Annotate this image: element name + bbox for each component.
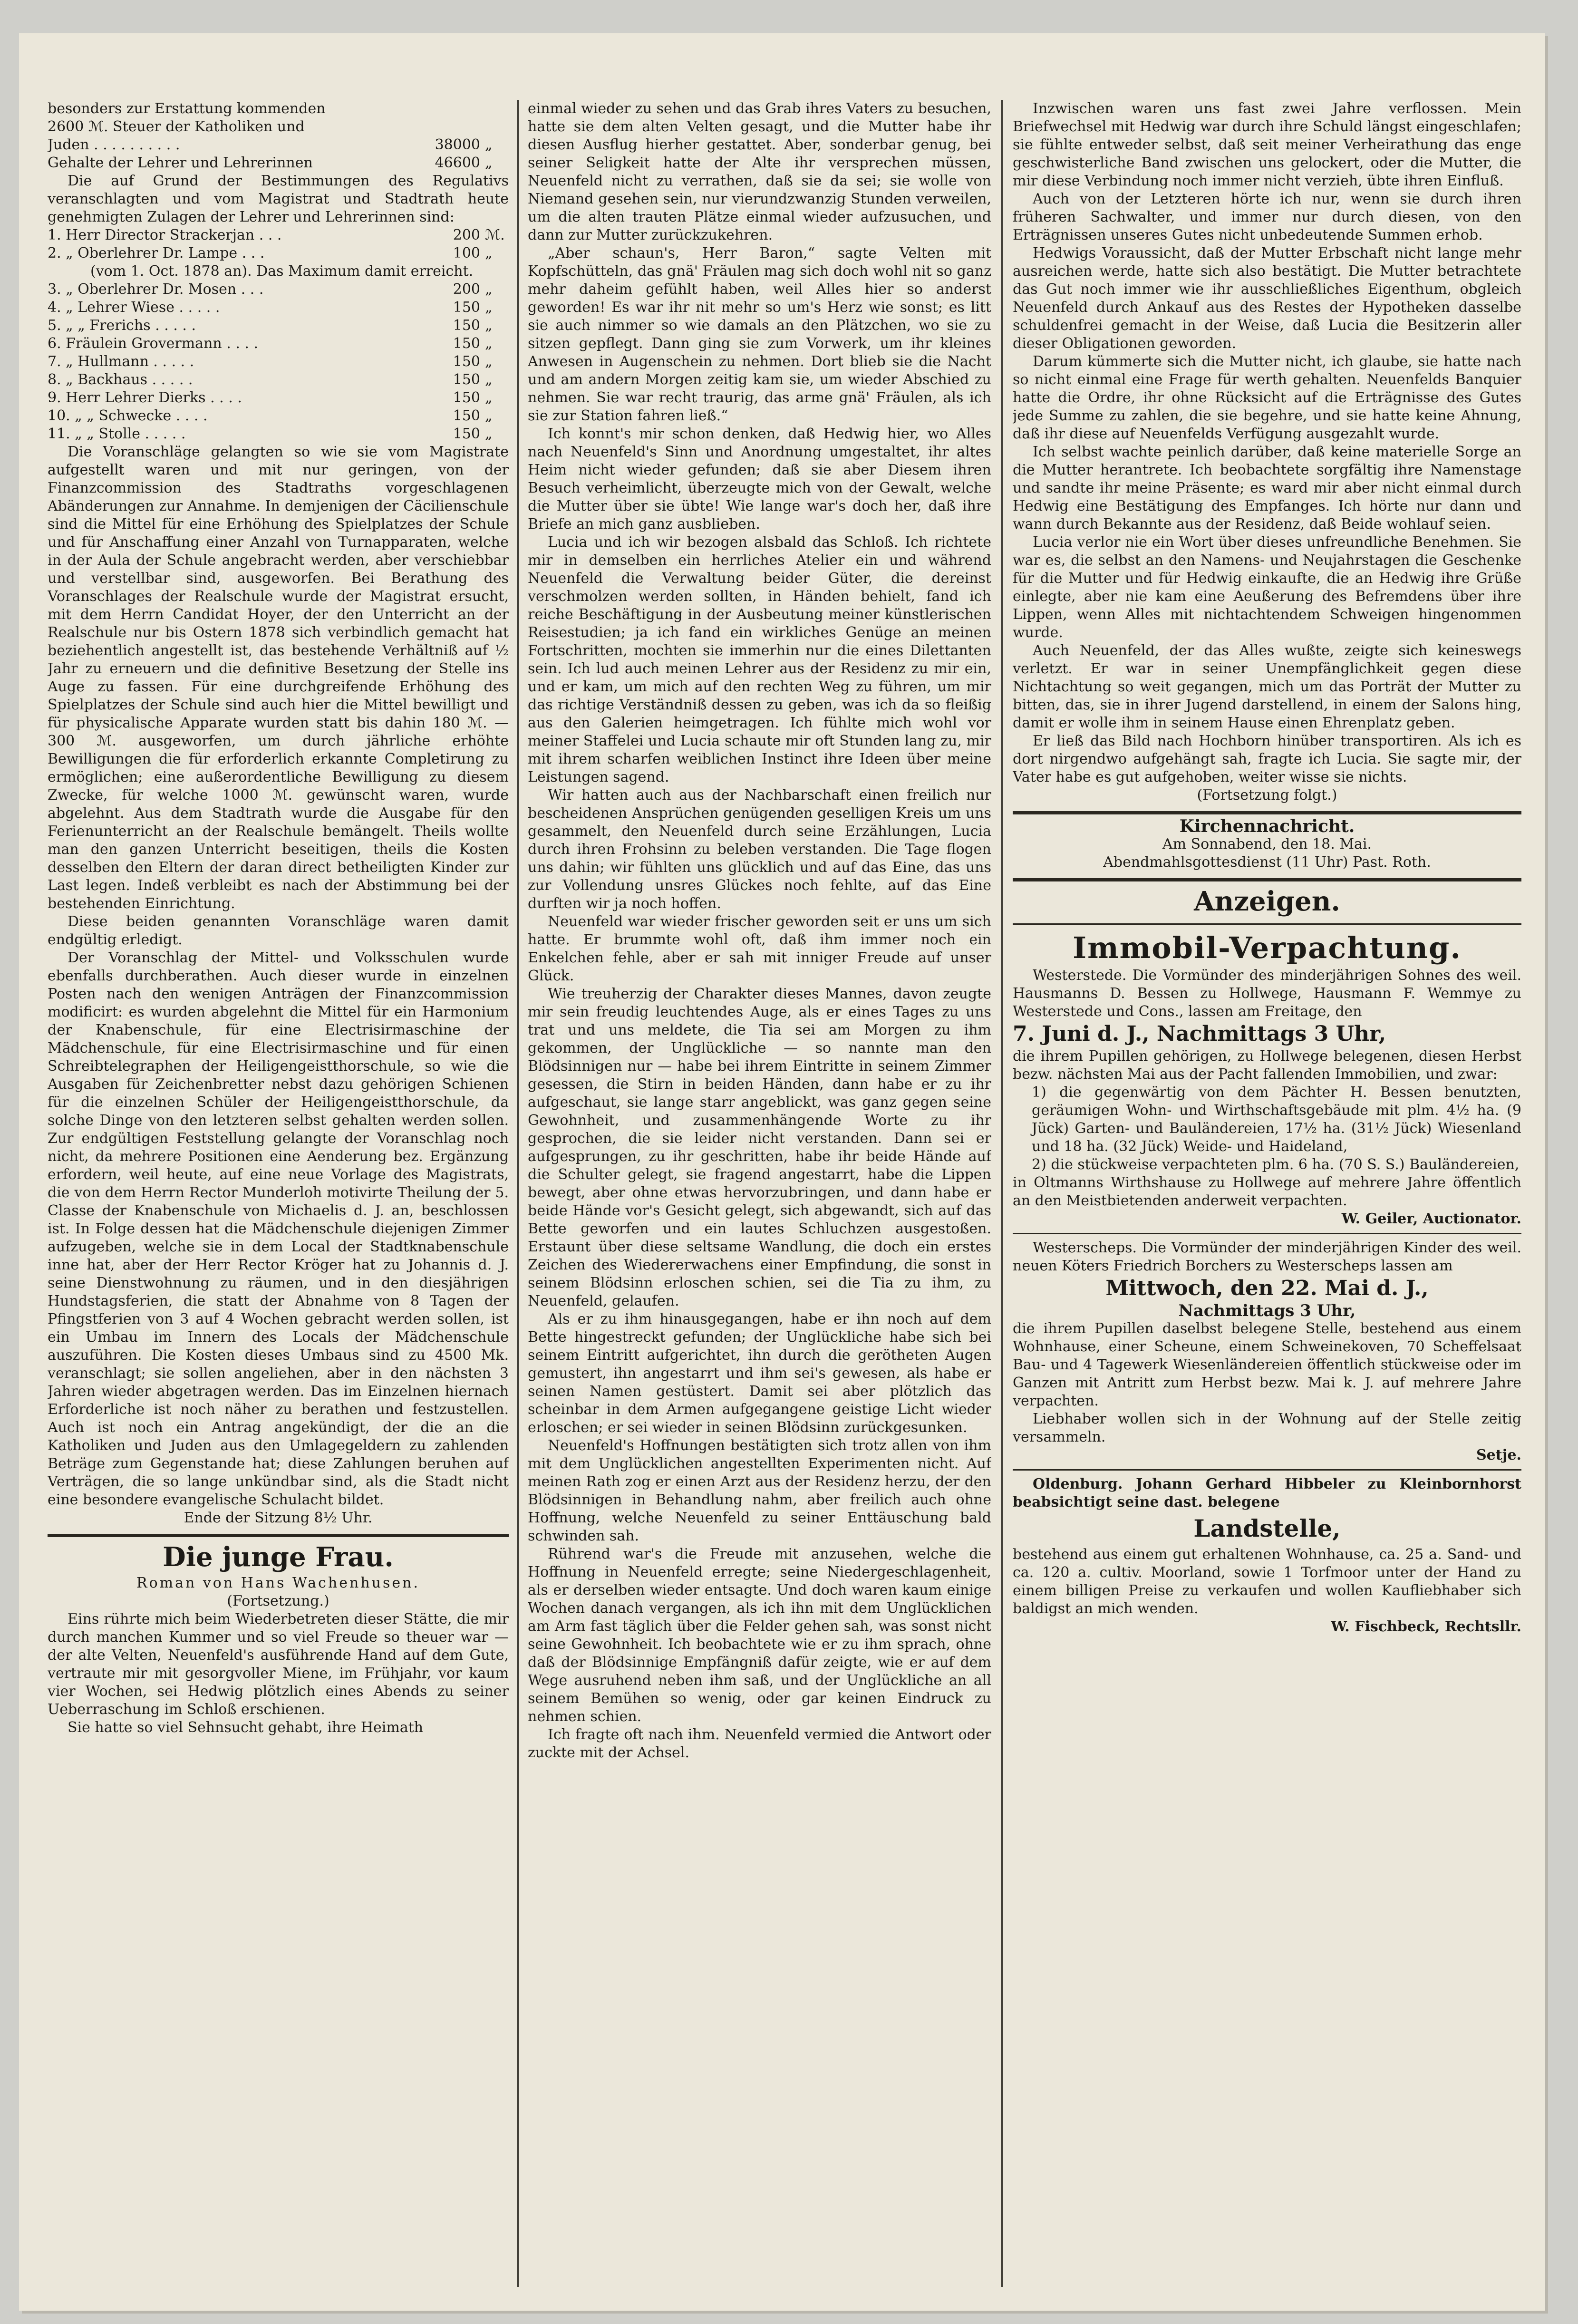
- paragraph: Darum kümmerte sich die Mutter nicht, ich glaube, sie hatte nach so nicht einmal eine Frage für werth gehalten. Neuenfelds Banquier hatte die Ordre, ihr ohne Rücksicht auf die Erträgnisse des Gutes jede Summe zu zahlen, die sie begehre, und sie hatte keine Ahnung, daß ihr diese auf Neuenfelds Verfügung ausgezahlt wurde.: [1013, 353, 1521, 442]
- ledger-value: 46600: [435, 155, 480, 171]
- paragraph: Auch Neuenfeld, der das Alles wußte, zeigte sich keineswegs verletzt. Er war in seiner Unempfänglichkeit gegen diese Nichtachtung so weit gegangen, mich um das Porträt der Mutter zu bitten, das, sie in ihrer Jugend darstellend, in einem der Salons hing, damit er wolle ihm in seinem Hause einen Ehrenplatz geben.: [1013, 642, 1521, 731]
- section-divider: [1013, 811, 1521, 814]
- ad-title: Immobil-Verpachtung.: [1073, 930, 1462, 965]
- paragraph: Diese beiden genannten Voranschläge waren damit endgültig erledigt.: [48, 913, 509, 948]
- ad-text: Westerscheps. Die Vormünder der minderjährigen Kinder des weil. neuen Köters Friedrich Borchers zu Westerscheps lassen am: [1013, 1239, 1521, 1274]
- list-unit: „: [485, 299, 493, 316]
- ad-text: Liebhaber wollen sich in der Wohnung auf der Stelle zeitig versammeln.: [1013, 1411, 1521, 1445]
- list-name: 2. „ Oberlehrer Dr. Lampe . . .: [48, 245, 265, 261]
- paragraph: Er ließ das Bild nach Hochborn hinüber transportiren. Als ich es dort nirgendwo aufgehängt sah, fragte ich Lucia. Sie sagte mir, der Vater habe es gut aufgehoben, weiter wisse sie nichts.: [1013, 733, 1521, 785]
- ledger-unit: „: [485, 136, 493, 153]
- ad-date: Mittwoch, den 22. Mai d. J.,: [1105, 1276, 1429, 1300]
- list-value: 150: [453, 407, 480, 424]
- ad-text: Westerstede. Die Vormünder des minderjährigen Sohnes des weil. Hausmanns D. Bessen zu Hollwege, Hausmann F. Wemmye zu Westerstede und Cons., lassen am Freitage, den: [1013, 967, 1521, 1020]
- list-name: 5. „ „ Frerichs . . . . .: [48, 317, 196, 334]
- paragraph: „Aber schaun's, Herr Baron,“ sagte Velten mit Kopfschütteln, das gnä' Fräulen mag sich doch wohl nit so ganz mehr daheim gefühlt haben, weil Alles hier so anderst geworden! Es war ihr nit mehr so um's Herz wie sonst; es litt sie auch nimmer so wie damals an den Plätzchen, wo sie zu sitzen gepflegt. Dann ging sie zum Vorwerk, um ihr kleines Anwesen in Augenschein zu nehmen. Dort blieb sie die Nacht und am andern Morgen zeitig kam sie, um wieder Abschied zu nehmen. Sie war recht traurig, das arme gnä' Fräulen, als ich sie zur Station fahren ließ.“: [528, 245, 991, 424]
- list-value: 100: [453, 245, 480, 261]
- column-right: [1013, 100, 1521, 2287]
- list-unit: „: [485, 317, 493, 334]
- paragraph: Die Voranschläge gelangten so wie sie vom Magistrate aufgestellt waren und mit nur geringen, von der Finanzcommission des Stadtraths vorgeschlagenen Abänderungen zur Annahme. In demjenigen der Cäcilienschule sind die Mittel für eine Erhöhung des Spielplatzes der Schule und für Anschaffung einer Anzahl von Turnapparaten, welche in der Aula der Schule angebracht werden, aber verschiebbar und verstellbar sind, ausgeworfen. Bei Berathung des Voranschlages der Realschule wurde der Magistrat ersucht, mit dem Herrn Candidat Hoyer, der den Unterricht an der Realschule nur bis Ostern 1878 sich verbindlich gemacht hat beziehentlich angestellt ist, das bestehende Verhältniß auf ½ Jahr zu erneuern und die definitive Besetzung der Stelle ins Auge zu fassen. Für eine durchgreifende Erhöhung des Spielplatzes der Schule sind auch hier die Mittel bewilligt und für physicalische Apparate wurden statt bis dahin 180 ℳ. — 300 ℳ. ausgeworfen, um durch jährliche erhöhte Bewilligungen die für erforderlich erkannte Completirung zu ermöglichen; eine außerordentliche Bewilligung zu diesem Zwecke, für welche 1000 ℳ. gewünscht waren, wurde abgelehnt. Aus dem Stadtrath wurde die Ausgabe für den Ferienunterricht an der Realschule bemängelt. Theils wollte man den ganzen Unterricht beseitigen, theils die Kosten desselben den Eltern der daran direct betheiligten Kinder zur Last legen. Indeß verbleibt es nach der Abstimmung bei der bestehenden Einrichtung.: [48, 444, 509, 912]
- feuilleton-continuation: (Fortsetzung.): [227, 1593, 329, 1609]
- ledger-name: Gehalte der Lehrer und Lehrerinnen: [48, 155, 313, 171]
- ad-time: Nachmittags 3 Uhr,: [1178, 1301, 1356, 1320]
- list-item: [48, 244, 509, 262]
- ad-list-item: 1) die gegenwärtig von dem Pächter H. Bessen benutzten, geräumigen Wohn- und Wirthschaftsgebäude mit plm. 4½ ha. (9 Jück) Garten- und Bauländereien, 17½ ha. (31½ Jück) Wiesenland und 18 ha. (32 Jück) Weide- und Haideland,: [1032, 1084, 1521, 1155]
- list-item: [48, 389, 509, 407]
- paragraph: Rührend war's die Freude mit anzusehen, welche die Hoffnung in Neuenfeld erregte; seine Niedergeschlagenheit, als er derselben wieder entsagte. Und doch waren kaum einige Wochen danach vergangen, als ich ihn mit dem Unglücklichen am Arm fast täglich über die Felder gehen sah, was sonst nicht seine Gewohnheit. Ich beobachtete wie er zu ihm sprach, ohne daß der Blödsinnige Empfängniß dafür zeigte, wie er auf dem Wege ausruhend neben ihm saß, und der Unglückliche an all seinem Bemühen so wenig, oder gar keinen Eindruck zu nehmen schien.: [528, 1546, 991, 1725]
- paragraph: Lucia und ich wir bezogen alsbald das Schloß. Ich richtete mir in demselben ein herrliches Atelier ein und während Neuenfeld die Verwaltung beider Güter, die dereinst verschmolzen werden sollten, in Händen behielt, fand ich reiche Beschäftigung in der Ausbeutung meiner künstlerischen Reisestudien; ja ich fand ein wirkliches Genüge an meinen Fortschritten, mochten sie immerhin nur die eines Dilettanten sein. Ich lud auch meinen Lehrer aus der Residenz zu mir ein, und er kam, um mich auf den rechten Weg zu führen, um mir das richtige Verständniß dessen zu geben, was ich da so fleißig aus den Galerien heimgetragen. Ich fühlte mich wohl vor meiner Staffelei und Lucia schaute mir oft Stunden lang zu, mir mit ihrem scharfen weiblichen Instinct ihre Ideen über meine Leistungen sagend.: [528, 534, 991, 785]
- ad-signature: W. Geiler, Auctionator.: [1341, 1210, 1521, 1227]
- paragraph: einmal wieder zu sehen und das Grab ihres Vaters zu besuchen, hatte sie dem alten Velten gesagt, und die Mutter habe ihr diesen Ausflug hierher gestattet. Aber, sonderbar genug, bei seiner Seligkeit hatte der Alte ihr versprechen müssen, Neuenfeld nicht zu verrathen, daß sie da sei; sie wolle von Niemand gesehen sein, nur vierundzwanzig Stunden verweilen, um die alten trauten Plätze einmal wieder aufzusuchen, und dann zur Mutter zurückzukehren.: [528, 100, 991, 243]
- list-name: 3. „ Oberlehrer Dr. Mosen . . .: [48, 281, 264, 298]
- column-divider: [1001, 100, 1003, 2287]
- paragraph: Lucia verlor nie ein Wort über dieses unfreundliche Benehmen. Sie war es, die selbst an den Namens- und Neujahrstagen die Geschenke für die Mutter und für Hedwig einkaufte, die an Hedwig ihre Grüße einlegte, aber nie kam eine Aeußerung des Befremdens über ihre Lippen, wenn Alles mit nichtachtendem Schweigen hingenommen wurde.: [1013, 534, 1521, 641]
- ledger-row: [48, 154, 509, 172]
- ad-title: Landstelle,: [1193, 1514, 1341, 1542]
- paragraph: Der Voranschlag der Mittel- und Volksschulen wurde ebenfalls durchberathen. Auch dieser wurde in einzelnen Posten nach den wenigen Anträgen der Finanzcommission modificirt: es wurden abgelehnt die Mittel für ein Harmonium der Knabenschule, für eine Electrisirmaschine der Mädchenschule, für eine Electrisirmaschine und für einen Schreibtelegraphen der Heiligengeistthorschule, so wie die Ausgaben für Zeichenbretter nebst dazu gehörigen Schienen für die einzelnen Schüler der Heiligengeistthorschule, da solche Dinge von den letzteren selbst gehalten werden sollen. Zur endgültigen Feststellung gelangte der Voranschlag noch nicht, da mehrere Positionen eine Aenderung bez. Ergänzung erfordern, weil heute, auf eine neue Vorlage des Magistrats, die von dem Herrn Rector Munderloh motivirte Theilung der 5. Classe der Knabenschule von Michaelis d. J. an, beschlossen ist. In Folge dessen hat die Mädchenschule diejenigen Zimmer aufzugeben, welche sie in dem Local der Stadtknabenschule inne hat, aber der Herr Rector Kröger hat zu Johannis d. J. seine Dienstwohnung zu räumen, und in den diesjährigen Hundstagsferien, die statt der Abnahme von 8 Tagen der Pfingstferien von 3 auf 4 Wochen gebracht werden sollen, ist ein Umbau im Innern des Locals der Mädchenschule auszuführen. Die Kosten dieses Umbaus sind zu 4500 Mk. veranschlagt; sie sollen angeliehen, aber in den nächsten 3 Jahren wieder abgetragen werden. Das im Einzelnen hiernach Erforderliche ist noch näher zu berathen und festzustellen. Auch ist noch ein Antrag angekündigt, der die an die Katholiken und Juden aus den Umlagegeldern zu zahlenden Beträge zum Gegenstande hat; diese Zahlungen beruhen auf Verträgen, die so lange unkündbar sind, als die Stadt nicht eine besondere evangelische Schulacht bildet.: [48, 949, 509, 1508]
- list-name: 4. „ Lehrer Wiese . . . . .: [48, 299, 220, 316]
- ledger-row: [48, 136, 509, 154]
- ad-text: die ihrem Pupillen daselbst belegene Stelle, bestehend aus einem Wohnhause, einer Scheune, einem Schweinekoven, 70 Scheffelsaat Bau- und 4 Tagewerk Wiesenländereien öffentlich stückweise oder im Ganzen mit Antritt zum Herbst bezw. Mai k. J. auf mehrere Jahre verpachten.: [1013, 1320, 1521, 1409]
- salary-list: [48, 226, 509, 443]
- list-item: [48, 317, 509, 335]
- list-item: [48, 262, 509, 281]
- list-value: 150: [453, 317, 480, 334]
- list-unit: „: [485, 371, 493, 388]
- list-item: [48, 226, 509, 244]
- session-end: Ende der Sitzung 8½ Uhr.: [184, 1510, 373, 1526]
- list-unit: „: [485, 335, 493, 352]
- list-value: 150: [453, 371, 480, 388]
- ledger-name: Juden . . . . . . . . . .: [48, 136, 180, 153]
- section-divider: [1013, 878, 1521, 881]
- divider: [1013, 1469, 1521, 1471]
- list-unit: „: [485, 245, 493, 261]
- list-name: 7. „ Hullmann . . . . .: [48, 353, 194, 370]
- list-name: 6. Fräulein Grovermann . . . .: [48, 335, 258, 352]
- continuation-note: (Fortsetzung folgt.): [1197, 787, 1337, 804]
- list-unit: „: [485, 407, 493, 424]
- divider: [1013, 923, 1521, 925]
- ad-text: Oldenburg. Johann Gerhard Hibbeler zu Kleinbornhorst beabsichtigt seine dast. belegene: [1013, 1476, 1521, 1511]
- ad-text: die ihrem Pupillen gehörigen, zu Hollwege belegenen, diesen Herbst bezw. nächsten Mai aus der Pacht fallenden Immobilien, und zwar:: [1013, 1048, 1521, 1083]
- list-name: (vom 1. Oct. 1878 an). Das Maximum damit erreicht.: [90, 263, 474, 280]
- list-value: 150: [453, 299, 480, 316]
- ads-title: Anzeigen.: [1194, 886, 1340, 917]
- paragraph: Eins rührte mich beim Wiederbetreten dieser Stätte, die mir durch manchen Kummer und so viel Freude so theuer war — der alte Velten, Neuenfeld's ausführende Hand auf dem Gute, vertraute mir mit gesorgvoller Miene, im Frühjahr, vor kaum vier Wochen, sei Hedwig plötzlich eines Abends zu seiner Ueberraschung im Schloß erschienen.: [48, 1611, 509, 1718]
- feuilleton-subtitle: Roman von Hans Wachenhusen.: [136, 1575, 420, 1591]
- list-value: 200: [453, 281, 480, 298]
- paragraph: Hedwigs Voraussicht, daß der Mutter Erbschaft nicht lange mehr ausreichen werde, hatte sich also bestätigt. Die Mutter betrachtete das Gut noch immer wie ihr ausschließliches Eigenthum, obgleich Neuenfeld durch Ankauf aus des Restes der Hypotheken dasselbe schuldenfrei gemacht in der Weise, daß Lucia die Besitzerin aller dieser Obligationen geworden.: [1013, 245, 1521, 352]
- list-name: 11. „ „ Stolle . . . . .: [48, 426, 186, 442]
- ad-signature: Setje.: [1476, 1447, 1521, 1463]
- feuilleton-title: Die junge Frau.: [163, 1541, 394, 1573]
- paragraph: Wie treuherzig der Charakter dieses Mannes, davon zeugte mir sein freudig leuchtendes Auge, als er eines Tages zu uns trat und uns meldete, die Tia sei am Morgen zu ihm gekommen, der Unglückliche — so nannte man den Blödsinnigen nur — habe bei ihrem Eintritte in seinem Zimmer gesessen, die Stirn in beiden Händen, dann habe er zu ihr aufgeschaut, sie lange starr angeblickt, was ganz gegen seine Gewohnheit, und zusammenhängende Worte zu ihr gesprochen, die sie leider nicht verstanden. Dann sei er aufgesprungen, zu ihr geschritten, habe ihr beide Hände auf die Schulter gelegt, sie fragend angestarrt, habe die Lippen bewegt, aber ohne etwas hervorzubringen, und dann habe er beide Hände vor's Gesicht gelegt, sich abgewandt, sich auf das Bette geworfen und ein lautes Schluchzen ausgestoßen. Erstaunt über diese seltsame Wandlung, die doch ein erstes Zeichen des Wiedererwachens einer Empfindung, die sonst in seinem Blödsinn erloschen schien, sei die Tia zu ihm, zu Neuenfeld, gelaufen.: [528, 986, 991, 1309]
- list-value: 200: [453, 227, 480, 243]
- text-line: 2600 ℳ. Steuer der Katholiken und: [48, 118, 305, 135]
- list-unit: „: [485, 353, 493, 370]
- paragraph: Ich fragte oft nach ihm. Neuenfeld vermied die Antwort oder zuckte mit der Achsel.: [528, 1726, 991, 1761]
- list-item: [48, 353, 509, 371]
- paragraph: Als er zu ihm hinausgegangen, habe er ihn noch auf dem Bette hingestreckt gefunden; der Unglückliche habe sich bei seinem Eintritt aufgerichtet, ihn durch die gerötheten Augen gemustert, ihn angestarrt und ihm sei's gewesen, als habe er seinen Namen gestüstert. Damit sei aber plötzlich das scheinbar in dem Armen aufgegangene geistige Licht wieder erloschen; er sei wieder in seinen Blödsinn zurückgesunken.: [528, 1311, 991, 1436]
- list-unit: ℳ.: [485, 227, 505, 243]
- paragraph: Wir hatten auch aus der Nachbarschaft einen freilich nur bescheidenen Ansprüchen genügenden geselligen Kreis um uns gesammelt, den Neuenfeld durch seine Erzählungen, Lucia durch ihren Frohsinn zu beleben verstanden. Die Tage flogen uns dahin; wir fühlten uns glücklich und auf das Eine, das uns zur Vollendung unsres Glückes noch fehlte, auf das Eine durften wir ja noch hoffen.: [528, 787, 991, 912]
- list-unit: „: [485, 389, 493, 406]
- column-middle: [528, 100, 991, 2287]
- ad-signature: W. Fischbeck, Rechtsllr.: [1331, 1618, 1521, 1635]
- church-line: Am Sonnabend, den 18. Mai.: [1162, 836, 1372, 852]
- paragraph: Auch von der Letzteren hörte ich nur, wenn sie durch ihren früheren Sachwalter, und immer nur durch diesen, von den Erträgnissen unseres Gutes nicht unbedeutende Summen erhob.: [1013, 191, 1521, 243]
- list-name: 10. „ „ Schwecke . . . .: [48, 407, 208, 424]
- list-item: [48, 407, 509, 425]
- ledger-value: 38000: [435, 136, 480, 153]
- ad-text: in Oltmanns Wirthshause zu Hollwege auf mehrere Jahre öffentlich an den Meistbietenden anderweit verpachten.: [1013, 1174, 1521, 1209]
- list-item: [48, 371, 509, 389]
- newspaper-page: [19, 33, 1545, 2311]
- list-item: [48, 335, 509, 353]
- ad-text: bestehend aus einem gut erhaltenen Wohnhause, ca. 25 a. Sand- und ca. 120 a. cultiv. Moorland, sowie 1 Torfmoor unter der Hand zu einem billigen Preise zu verkaufen und wollen Kaufliebhaber sich baldigst an mich wenden.: [1013, 1546, 1521, 1617]
- list-item: [48, 425, 509, 443]
- list-item: [48, 299, 509, 317]
- church-line: Abendmahlsgottesdienst (11 Uhr) Past. Roth.: [1103, 854, 1431, 871]
- church-title: Kirchennachricht.: [1179, 816, 1355, 836]
- paragraph: Neuenfeld's Hoffnungen bestätigten sich trotz allen von ihm mit dem Unglücklichen angestellten Experimenten nicht. Auf meinen Rath zog er einen Arzt aus der Residenz herzu, der den Blödsinnigen in Behandlung nahm, aber freilich auch ohne Hoffnung, welche Neuenfeld zu seiner Enttäuschung bald schwinden sah.: [528, 1437, 991, 1544]
- list-name: 1. Herr Director Strackerjan . . .: [48, 227, 282, 243]
- paragraph: Ich konnt's mir schon denken, daß Hedwig hier, wo Alles nach Neuenfeld's Sinn und Anordnung umgestaltet, ihr altes Heim nicht wieder gefunden; daß sie aber Diesem ihren Besuch verheimlicht, überzeugte mich von der Gewalt, welche die Mutter über sie übte! Wie lange war's doch her, daß ihre Briefe an mich ganz ausblieben.: [528, 426, 991, 533]
- paragraph: Sie hatte so viel Sehnsucht gehabt, ihre Heimath: [68, 1719, 424, 1736]
- column-divider: [517, 100, 519, 2287]
- list-value: 150: [453, 389, 480, 406]
- paragraph: Die auf Grund der Bestimmungen des Regulativs veranschlagten und vom Magistrat und Stadtrath heute genehmigten Zulagen der Lehrer und Lehrerinnen sind:: [48, 173, 509, 225]
- paragraph: Neuenfeld war wieder frischer geworden seit er uns um sich hatte. Er brummte wohl oft, daß ihm immer noch ein Enkelchen fehle, aber er sah mit inniger Freude auf unser Glück.: [528, 913, 991, 984]
- section-divider: [48, 1534, 509, 1537]
- list-value: 150: [453, 353, 480, 370]
- paragraph: Inzwischen waren uns fast zwei Jahre verflossen. Mein Briefwechsel mit Hedwig war durch ihre Schuld längst eingeschlafen; sie fühlte entweder selbst, daß seit meiner Verheirathung das enge geschwisterliche Band zwischen uns gelockert, oder die Mutter, die mir diese Verbindung noch immer nicht verzieh, übte ihren Einfluß.: [1013, 100, 1521, 189]
- paragraph: Ich selbst wachte peinlich darüber, daß keine materielle Sorge an die Mutter herantrete. Ich beobachtete sorgfältig ihre Namenstage und sandte ihr meine Präsente; es ward mir aber nicht einmal durch Hedwig eine Bestätigung des Empfanges. Ich hörte nur dann und wann durch Bekannte aus der Residenz, daß Beide wohlauf seien.: [1013, 444, 1521, 533]
- list-unit: „: [485, 426, 493, 442]
- list-value: 150: [453, 335, 480, 352]
- list-item: [48, 281, 509, 299]
- list-name: 9. Herr Lehrer Dierks . . . .: [48, 389, 242, 406]
- ledger-unit: „: [485, 155, 493, 171]
- text-line: besonders zur Erstattung kommenden: [48, 100, 326, 117]
- list-name: 8. „ Backhaus . . . . .: [48, 371, 193, 388]
- list-unit: „: [485, 281, 493, 298]
- list-value: 150: [453, 426, 480, 442]
- divider: [1013, 1233, 1521, 1234]
- ad-list-item: 2) die stückweise verpachteten plm. 6 ha. (70 S. S.) Bauländereien,: [1032, 1156, 1520, 1173]
- ad-date: 7. Juni d. J., Nachmittags 3 Uhr,: [1013, 1022, 1386, 1046]
- column-left: [48, 100, 509, 2287]
